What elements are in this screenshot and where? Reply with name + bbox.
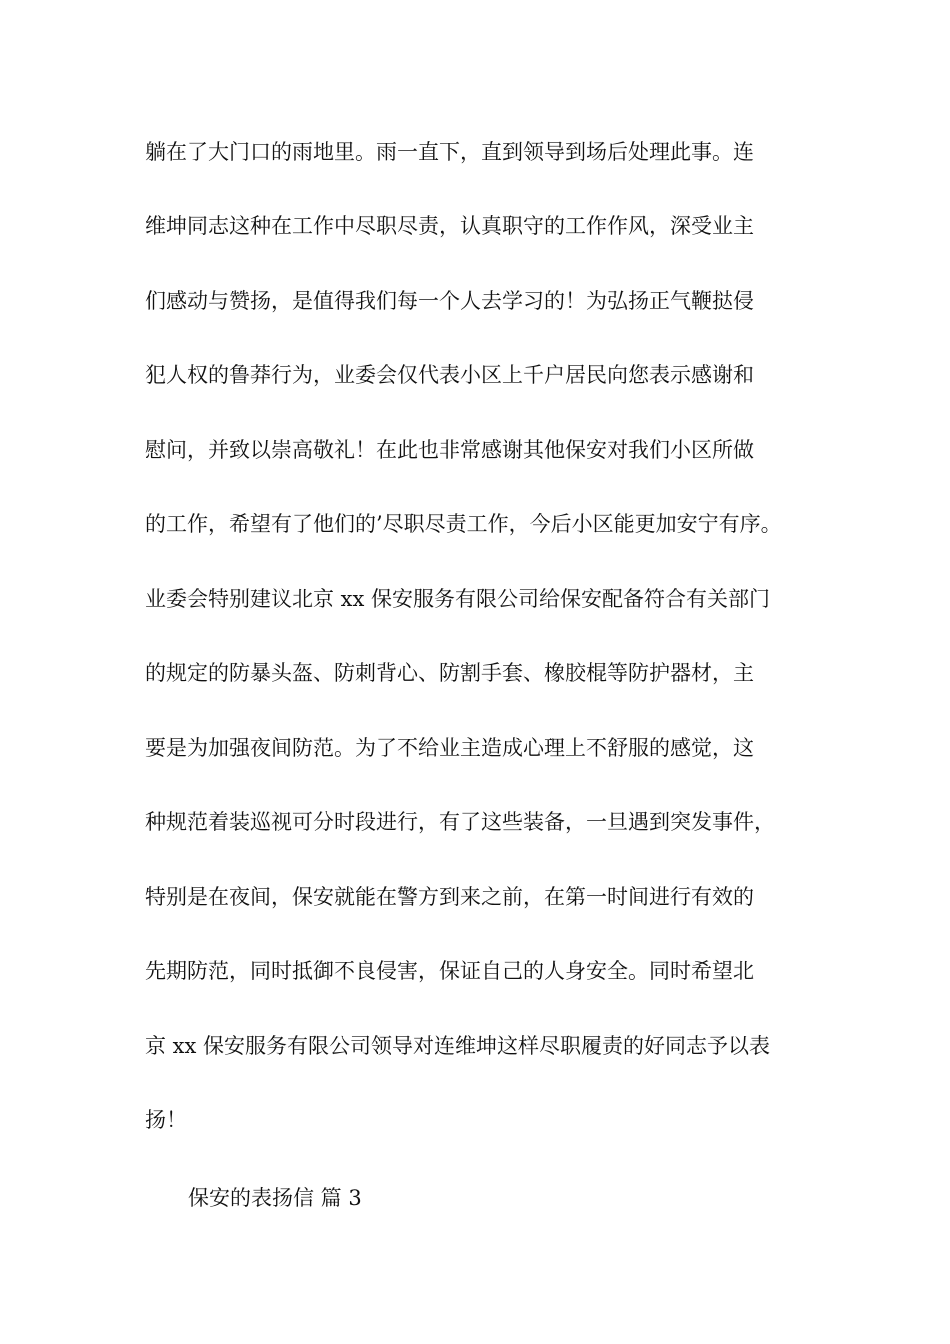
body-line: 先期防范，同时抵御不良侵害，保证自己的人身安全。同时希望北 — [145, 959, 754, 983]
body-line: 种规范着装巡视可分时段进行，有了这些装备，一旦遇到突发事件， — [145, 810, 775, 834]
body-line: 维坤同志这种在工作中尽职尽责，认真职守的工作作风，深受业主 — [145, 214, 754, 238]
body-line: 犯人权的鲁莽行为，业委会仅代表小区上千户居民向您表示感谢和 — [145, 363, 754, 387]
body-line: 们感动与赞扬，是值得我们每一个人去学习的！为弘扬正气鞭挞侵 — [145, 289, 754, 313]
body-line: 要是为加强夜间防范。为了不给业主造成心理上不舒服的感觉，这 — [145, 736, 754, 760]
body-line: 业委会特别建议北京 xx 保安服务有限公司给保安配备符合有关部门 — [145, 587, 771, 611]
body-line: 特别是在夜间，保安就能在警方到来之前，在第一时间进行有效的 — [145, 885, 754, 909]
section-heading: 保安的表扬信 篇 3 — [188, 1186, 362, 1210]
body-line: 慰问，并致以崇高敬礼！在此也非常感谢其他保安对我们小区所做 — [145, 438, 754, 462]
body-line: 的规定的防暴头盔、防刺背心、防割手套、橡胶棍等防护器材，主 — [145, 661, 754, 685]
body-line: 的工作，希望有了他们的’尽职尽责工作，今后小区能更加安宁有序。 — [145, 512, 782, 536]
body-line: 躺在了大门口的雨地里。雨一直下，直到领导到场后处理此事。连 — [145, 140, 754, 164]
body-line: 京 xx 保安服务有限公司领导对连维坤这样尽职履责的好同志予以表 — [145, 1034, 771, 1058]
body-line: 扬！ — [145, 1108, 187, 1132]
